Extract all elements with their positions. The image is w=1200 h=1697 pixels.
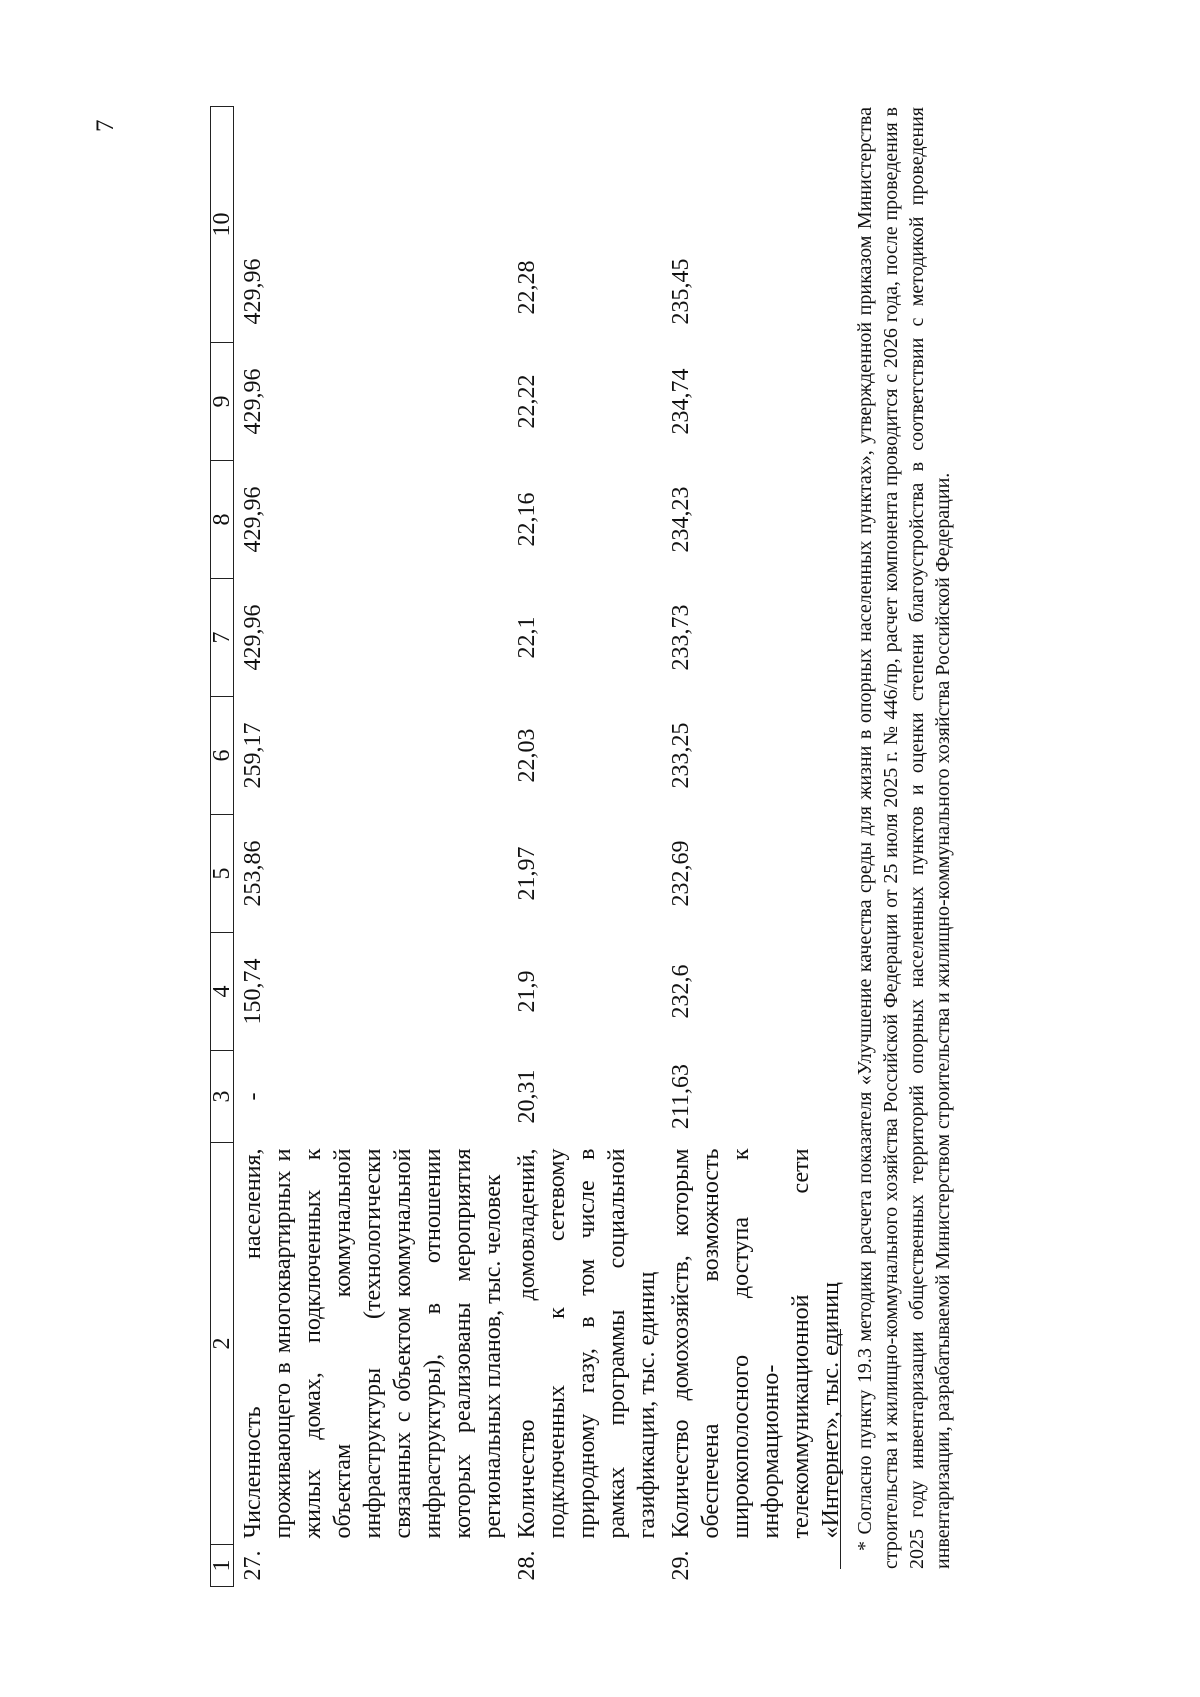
table-row: [234, 107, 509, 1587]
row-value: 429,96: [240, 486, 266, 553]
row-description: Количество домовладений, подключенных к сетевому природному газу, в том числе в рамках программы социальной газификации, тыс. единиц: [514, 1148, 660, 1539]
row-value: 232,6: [668, 964, 694, 1019]
row-value: 233,73: [668, 604, 694, 671]
header-col-2: 2: [211, 1143, 234, 1545]
header-col-6: 6: [211, 697, 234, 815]
indicators-table: [210, 106, 846, 1587]
row-number: 29.: [668, 1550, 694, 1581]
table-row: [508, 107, 662, 1587]
footnote-divider: [840, 1329, 841, 1569]
table-header-row: [211, 107, 234, 1587]
row-value: 234,23: [668, 486, 694, 553]
row-value: 22,28: [514, 260, 540, 315]
row-number: 27.: [240, 1550, 266, 1581]
row-number: 28.: [514, 1550, 540, 1581]
row-value: 22,03: [514, 728, 540, 783]
header-col-8: 8: [211, 461, 234, 579]
row-value: 22,1: [514, 616, 540, 659]
row-description: Количество домохозяйств, которым обеспечена возможность широкополосного доступа к информационно-телекоммуникационной сети «Интернет», тыс. единиц: [668, 1148, 844, 1539]
row-value: -: [240, 1092, 266, 1101]
row-value: 20,31: [514, 1069, 540, 1124]
row-value: 429,96: [240, 604, 266, 671]
row-value: 429,96: [240, 258, 266, 325]
row-value: 233,25: [668, 722, 694, 789]
header-col-9: 9: [211, 343, 234, 461]
row-value: 234,74: [668, 368, 694, 435]
row-value: 21,97: [514, 846, 540, 901]
footnote: * Согласно пункту 19.3 методики расчета показателя «Улучшение качества среды для жизни в опорных населенных пунктах», утвержденной приказом Министерства строительства и жилищно-коммунального хозяйства Российской Федерации от 25 июля 2025 г. № 446/пр, расчет компонента проводится с 2026 года, после проведения в 2025 году инвентаризации общественных территорий опорных населенных пунктов и оценки степени благоустройства в соответствии с методикой проведения инвентаризации, разрабатываемой Министерством строительства и жилищно-коммунального хозяйства Российской Федерации.: [854, 107, 954, 1569]
row-value: 150,74: [240, 958, 266, 1025]
row-value: 22,16: [514, 492, 540, 547]
row-value: 211,63: [668, 1063, 694, 1130]
row-value: 253,86: [240, 840, 266, 907]
row-value: 259,17: [240, 722, 266, 789]
header-col-5: 5: [211, 815, 234, 933]
page-number: 7: [92, 119, 119, 132]
row-value: 22,22: [514, 374, 540, 429]
header-col-4: 4: [211, 933, 234, 1051]
row-value: 232,69: [668, 840, 694, 907]
header-col-3: 3: [211, 1051, 234, 1143]
header-col-1: 1: [211, 1545, 234, 1587]
row-description: Численность населения, проживающего в многоквартирных и жилых домах, подключенных к объектам коммунальной инфраструктуры (технологически связанных с объектом коммунальной инфраструктуры), в отношении которых реализованы мероприятия региональных планов, тыс. человек: [240, 1148, 506, 1539]
row-value: 21,9: [514, 970, 540, 1013]
header-col-7: 7: [211, 579, 234, 697]
row-value: 429,96: [240, 368, 266, 435]
table-row: [662, 107, 846, 1587]
row-value: 235,45: [668, 258, 694, 325]
header-col-10: 10: [211, 107, 234, 343]
